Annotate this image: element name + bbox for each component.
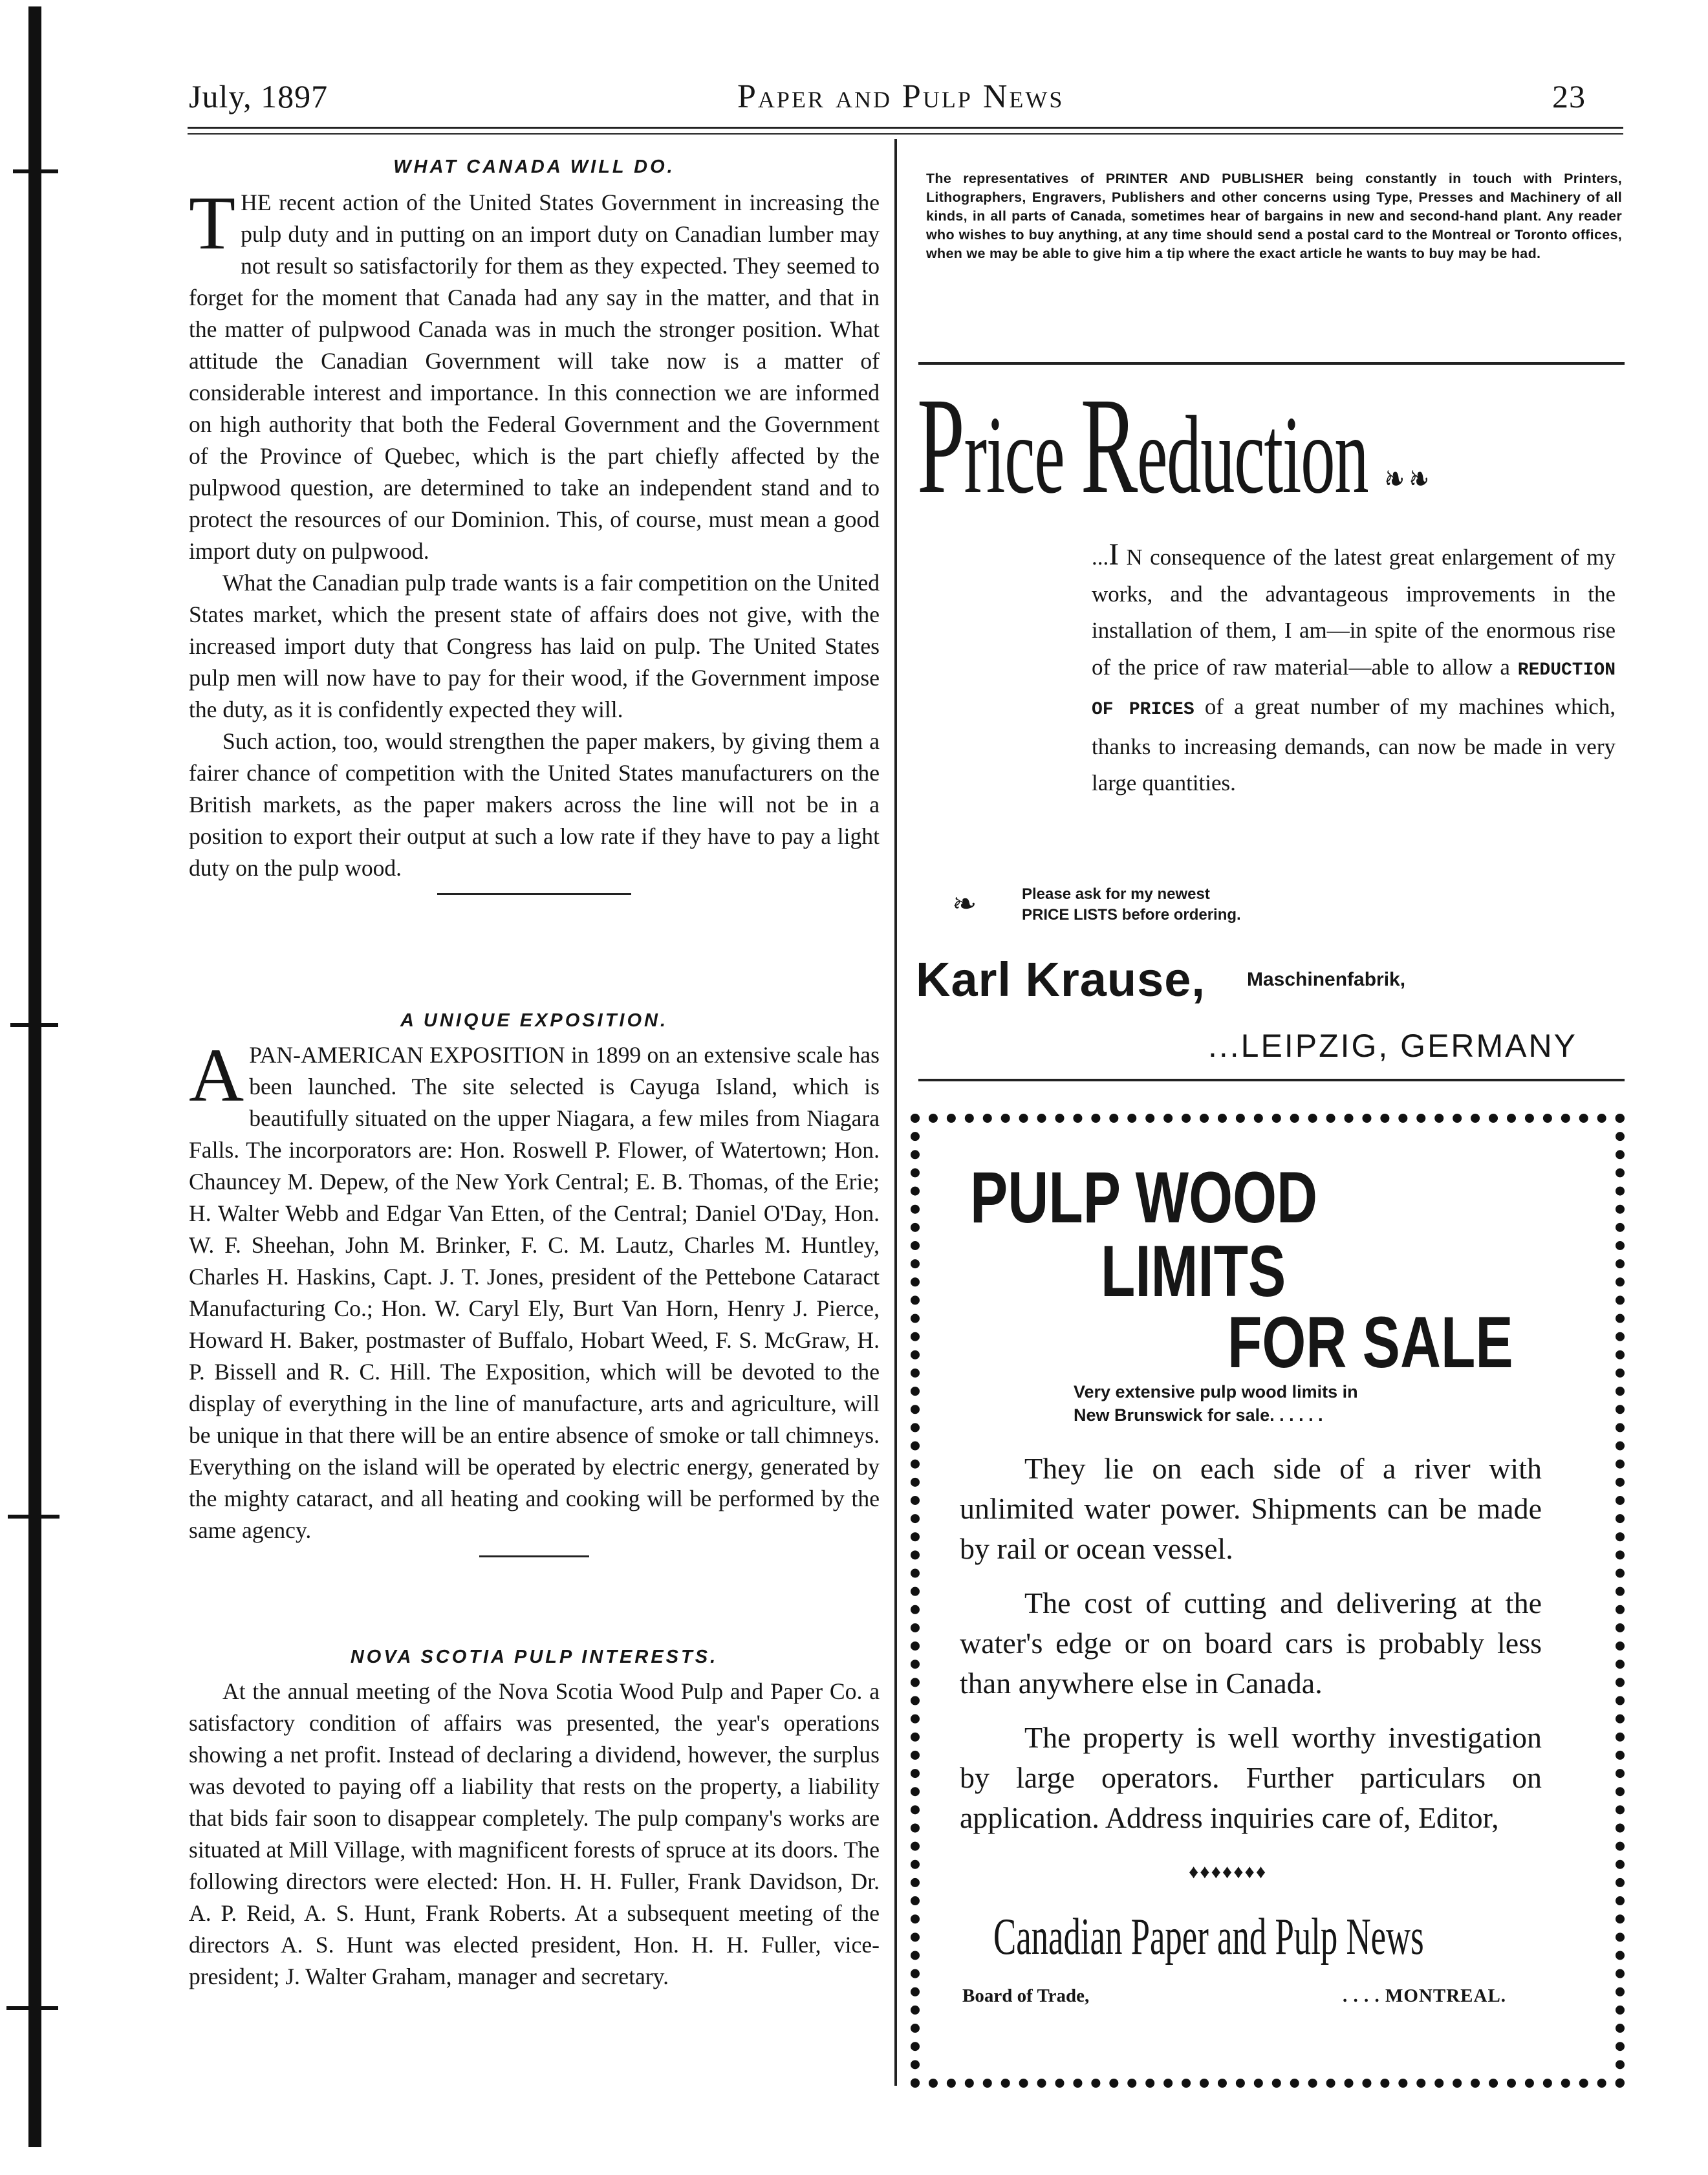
section-rule (437, 893, 631, 895)
binding-tick (10, 1023, 58, 1027)
pulp-ad-headline-1: PULP WOOD (970, 1157, 1318, 1238)
header-rule-bottom (188, 133, 1623, 135)
advertiser-name: Karl Krause, (916, 953, 1205, 1006)
header-journal-title: Paper and Pulp News (737, 78, 1065, 115)
pulp-ad-publisher: Canadian Paper and Pulp News (993, 1909, 1424, 1965)
section-rule (479, 1555, 589, 1557)
advertiser-city: ...LEIPZIG, GERMANY (1208, 1028, 1577, 1064)
binding-tick (6, 2006, 58, 2010)
header-page-number: 23 (1552, 78, 1586, 114)
article-paragraph: What the Canadian pulp trade wants is a fair competition on the United States market, which the present state of affairs does not give, with the increased import duty that Congress has laid on pulp. The United States pulp men will now have to pay for their wood, if the Government impose the duty, as it is confidently expected they will. (189, 570, 880, 722)
article-paragraph: THE recent action of the United States Government in increasing the pulp duty and in putting on an import duty on Canadian lumber may not result so satisfactorily for them as they expected. They seemed to forget for the moment that Canada had any say in the matter, and that in the matter of pulpwood Canada was in much the stronger position. What attitude the Canadian Government will take now is a matter of considerable interest and importance. In this connection we are informed on high authority that both the Federal Government and the Government of the Province of Quebec, which is the part chiefly affected by the pulpwood question, are determined to take an independent stand and to protect the resources of our Dominion. This, of course, must mean a good import duty on pulpwood. (189, 180, 880, 564)
pulp-ad-address-left: Board of Trade, (962, 1986, 1090, 2006)
drop-cap: T (189, 180, 236, 265)
diamond-ornament: ♦♦♦♦♦♦♦ (1189, 1861, 1268, 1883)
drop-cap: A (189, 1033, 244, 1118)
section-rule (918, 362, 1625, 365)
article-paragraph: At the annual meeting of the Nova Scotia Wood Pulp and Paper Co. a satisfactory condition of affairs was presented, the year's operations showing a net profit. Instead of declaring a dividend, however, the surplus was devoted to paying off a liability that rests on the property, a liability that bids fair soon to disappear completely. The pulp company's works are situated at Mill Village, with magnificent forests of spruce at its doors. The following directors were elected: Hon. H. H. Fuller, Frank Davidson, Dr. A. P. Reid, A. S. Hunt, Frank Roberts. At a subsequent meeting of the directors A. S. Hunt was elected president, Hon. H. H. Fuller, vice-president; J. Walter Graham, manager and secretary. (189, 1678, 880, 1989)
article-paragraph: APAN-AMERICAN EXPOSITION in 1899 on an extensive scale has been launched. The site selected is Cayuga Island, which is beautifully situated on the upper Niagara, a few miles from Niagara Falls. The incorporators are: Hon. Roswell P. Flower, of Watertown; Hon. Chauncey M. Depew, of the New York Central; E. B. Thomas, of the Erie; H. Walter Webb and Edgar Van Etten, of the Central; Daniel O'Day, Hon. W. F. Sheehan, John M. Brinker, F. C. M. Lautz, Charles M. Huntley, Charles H. Haskins, Capt. J. T. Jones, president of the Pettebone Cataract Manufacturing Co.; Hon. W. Caryl Ely, Burt Van Horn, Henry J. Pierce, Howard H. Baker, postmaster of Buffalo, Hobart Weed, F. S. McGraw, H. P. Bissell and R. C. Hill. The Exposition, which will be devoted to the display of everything in the line of manufacture, arts and agriculture, will be unique in that there will be an entire absence of smoke or tall chimneys. Everything on the island will be operated by electric energy, generated by the mighty cataract, and all heating and cooking will be performed by the same agency. (189, 1033, 880, 1543)
binding-edge (28, 6, 41, 2147)
printer-publisher-notice: The representatives of PRINTER AND PUBLISHER being constantly in touch with Printers, Lithographers, Engravers, Publishers and other concerns using Type, Presses and Machinery of all kinds, in all parts of Canada, sometimes hear of bargains in new and second-hand plant. Any reader who wishes to buy anything, at any time should send a postal card to the Montreal or Toronto offices, when we may be able to give him a tip where the exact article he wants to buy may be had. (926, 171, 1622, 261)
article-title: NOVA SCOTIA PULP INTERESTS. (350, 1647, 719, 1667)
price-list-note: Please ask for my newest PRICE LISTS before ordering. (1022, 885, 1241, 924)
advertiser-subtitle: Maschinenfabrik, (1247, 969, 1406, 990)
pulp-ad-headline-2: LIMITS (1101, 1231, 1286, 1312)
header-rule-top (188, 127, 1623, 129)
article-title: A UNIQUE EXPOSITION. (400, 1010, 669, 1031)
article-unique-exposition (189, 1010, 880, 1568)
binding-tick (13, 169, 58, 173)
pulp-ad-headline-3: FOR SALE (1227, 1302, 1513, 1383)
pulp-ad-address-right: . . . . MONTREAL. (1343, 1986, 1507, 2006)
krause-ad-body: ...I N consequence of the latest great enlargement of my works, and the advantageous improvements in the installation of them, I am—in spite of the enormous rise of the price of raw material—able to allow a REDUCTION OF PRICES of a great number of my machines which, thanks to increasing demands, can now be made in very large quantities. (1092, 537, 1616, 795)
pulp-ad-paragraph: The property is well worthy investigation by large operators. Further particulars on application. Address inquiries care of, Editor, (960, 1721, 1542, 1834)
fleuron-icon: ❧ (952, 887, 977, 920)
fleuron-ornament: ❧ ❧ (1384, 458, 1429, 501)
article-what-canada (189, 157, 880, 905)
header-date: July, 1897 (189, 78, 329, 114)
column-divider (894, 139, 897, 2086)
article-title: WHAT CANADA WILL DO. (393, 157, 675, 177)
pulp-ad-body (960, 1449, 1542, 1852)
price-reduction-title: Price Reduction ❧ ❧ (917, 369, 1429, 523)
article-paragraph: Such action, too, would strengthen the paper makers, by giving them a fairer chance of competition with the United States manufacturers on the British markets, as the paper makers across the line will not be in a position to export their output at such a low rate if they have to pay a light duty on the pulp wood. (189, 728, 880, 881)
section-rule (918, 1079, 1625, 1081)
article-nova-scotia (189, 1647, 880, 1993)
binding-tick (8, 1515, 59, 1519)
pulp-ad-paragraph: They lie on each side of a river with unlimited water power. Shipments can be made by rail or ocean vessel. (960, 1452, 1542, 1565)
pulp-ad-paragraph: The cost of cutting and delivering at the water's edge or on board cars is probably less than anywhere else in Canada. (960, 1586, 1542, 1700)
pulp-ad-intro: Very extensive pulp wood limits in New Brunswick for sale. . . . . . (1074, 1382, 1358, 1425)
